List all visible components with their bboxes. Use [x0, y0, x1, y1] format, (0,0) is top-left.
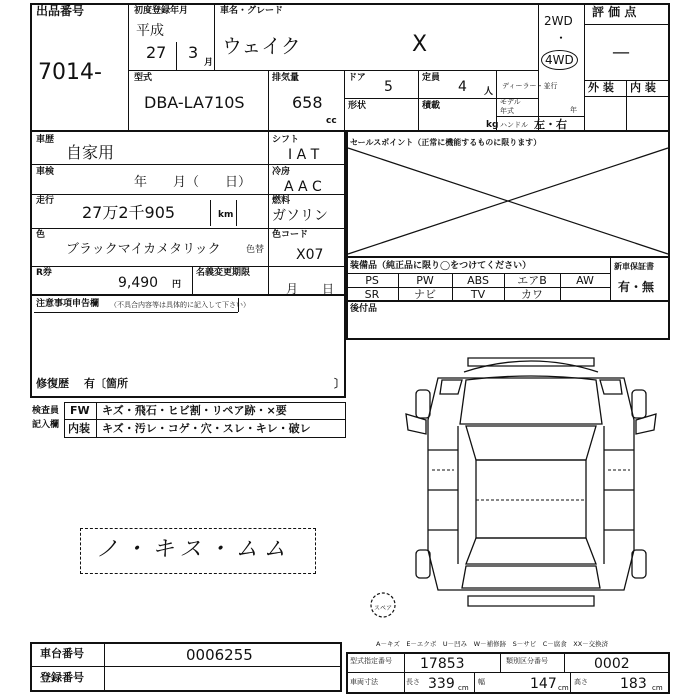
reg-number-label: 登録番号	[40, 671, 84, 684]
color-code-label: 色コード	[272, 230, 309, 240]
damage-legend: A－キズ E－エクボ U－凹み W－補修跡 S－サビ C－腐食 XX－交換済	[376, 640, 609, 648]
inspector-label-1: 検査員	[32, 406, 60, 416]
category-value: 0002	[594, 656, 630, 672]
name-change-label: 名義変更期限	[196, 268, 251, 278]
equipment-navi: ナビ	[414, 288, 436, 301]
shift-label: シフト	[272, 135, 300, 145]
aircon-value: A A C	[284, 179, 322, 195]
color-code-value: X07	[296, 247, 324, 263]
sales-points-label: セールスポイント（正常に機能するものに限ります）	[350, 138, 542, 147]
fw-label: FW	[70, 404, 90, 417]
mileage-label: 走行	[36, 196, 55, 206]
repair-value: 有〔箇所	[84, 377, 128, 390]
fuel-value: ガソリン	[272, 208, 328, 224]
grade: X	[412, 32, 428, 57]
doors-value: 5	[384, 79, 393, 95]
score-label: 評 価 点	[592, 5, 637, 19]
load-unit: kg	[486, 120, 499, 130]
category-label: 類別区分番号	[506, 657, 548, 665]
inspector-label-2: 記入欄	[32, 420, 60, 430]
car-number-label: 車台番号	[40, 647, 84, 660]
notes-sub: （不具合内容等は具体的に記入して下さい）	[110, 301, 250, 309]
equipment-ps: PS	[365, 274, 379, 287]
aircon-label: 冷房	[272, 167, 291, 177]
car-number-value: 0006255	[186, 646, 253, 664]
registration-month: 3	[188, 43, 199, 62]
drive-separator: ・	[555, 31, 568, 45]
shift-value: I A T	[288, 147, 320, 163]
fw-items: キズ・飛石・ヒビ割・リペア跡・×要	[102, 404, 287, 417]
interior-row-label: 内装	[68, 422, 90, 435]
type-label: 型式	[134, 73, 153, 83]
first-registration-label: 初度登録年月	[134, 6, 189, 16]
history-label: 車歴	[36, 135, 55, 145]
capacity-label: 定員	[422, 73, 441, 83]
height-value: 183	[620, 676, 647, 692]
name-change-value: 月 日	[286, 282, 335, 296]
mileage-value: 27万2千905	[82, 203, 176, 222]
recycle-value: 9,490	[118, 275, 159, 291]
recycle-label: R券	[36, 268, 52, 278]
lot-number: 7014-	[38, 60, 102, 85]
new-car-warranty-label: 新車保証書	[614, 262, 654, 271]
displacement-value: 658	[292, 93, 323, 112]
handwriting: ノ・キス・ムム	[96, 537, 292, 562]
length-value: 339	[428, 676, 455, 692]
mileage-unit: km	[218, 210, 234, 220]
type-designation-value: 17853	[420, 656, 465, 672]
model-year-unit: 年	[570, 106, 577, 114]
interior-items: キズ・汚レ・コゲ・穴・スレ・キレ・破レ	[102, 422, 311, 435]
inspection-value: 年 月（ 日）	[134, 175, 252, 190]
repair-close: 〕	[334, 377, 345, 390]
equipment-abs: ABS	[467, 274, 489, 287]
spare-label: スペア	[374, 605, 393, 612]
width-unit: cm	[558, 684, 569, 692]
equipment-sr: SR	[364, 288, 380, 301]
displacement-label: 排気量	[272, 73, 300, 83]
history-value: 自家用	[66, 143, 115, 162]
handle-label: ハンドル	[500, 121, 528, 129]
notes-label: 注意事項申告欄	[36, 299, 100, 309]
registration-year: 27	[146, 43, 167, 62]
length-label: 長さ	[406, 678, 420, 686]
width-label: 幅	[478, 678, 485, 686]
displacement-unit: cc	[326, 116, 337, 126]
width-value: 147	[530, 676, 557, 692]
equipment-label: 装備品（純正品に限り◯をつけてください）	[350, 261, 532, 271]
era: 平成	[136, 23, 164, 39]
equipment-tv: TV	[470, 288, 486, 301]
car-diagram	[396, 350, 666, 622]
drive-2wd: 2WD	[544, 14, 573, 28]
sales-points-cross	[346, 146, 670, 256]
repair-label: 修復歴	[36, 377, 69, 390]
capacity-value: 4	[458, 79, 467, 95]
exterior-label: 外 装	[588, 81, 614, 94]
type-value: DBA-LA710S	[144, 93, 245, 112]
height-unit: cm	[652, 684, 663, 692]
color-value: ブラックマイカメタリック	[66, 242, 221, 257]
model-name: ウェイク	[222, 34, 301, 58]
height-label: 高さ	[574, 678, 588, 686]
new-car-warranty-value: 有・無	[618, 280, 655, 294]
retrofit-box	[346, 302, 670, 340]
equipment-leather: カワ	[521, 288, 543, 301]
load-label: 積載	[422, 101, 441, 111]
color-change-label: 色替	[246, 245, 265, 255]
color-label: 色	[36, 230, 46, 240]
interior-label: 内 装	[630, 81, 656, 94]
inspection-label: 車検	[36, 167, 55, 177]
model-label: 車名・グレード	[220, 6, 284, 16]
retrofit-label: 後付品	[350, 304, 378, 314]
capacity-unit: 人	[484, 87, 494, 97]
recycle-unit: 円	[172, 280, 182, 290]
equipment-pw: PW	[416, 274, 434, 287]
handle-value: 左・右	[534, 118, 567, 131]
lot-number-label: 出品番号	[36, 4, 85, 18]
month-unit: 月	[204, 58, 214, 68]
shape-label: 形状	[348, 101, 367, 111]
equipment-aw: AW	[576, 274, 594, 287]
length-unit: cm	[458, 684, 469, 692]
dealer-label: ディーラー・並行	[502, 82, 558, 90]
model-year-label: モデル 年式	[500, 98, 521, 115]
fuel-label: 燃料	[272, 196, 291, 206]
score-value: —	[612, 42, 630, 63]
drive-4wd: 4WD	[541, 50, 578, 70]
doors-label: ドア	[348, 73, 366, 83]
type-designation-label: 型式指定番号	[350, 657, 392, 665]
equipment-airbag: エアB	[517, 274, 547, 287]
dims-label: 車両寸法	[350, 678, 378, 686]
